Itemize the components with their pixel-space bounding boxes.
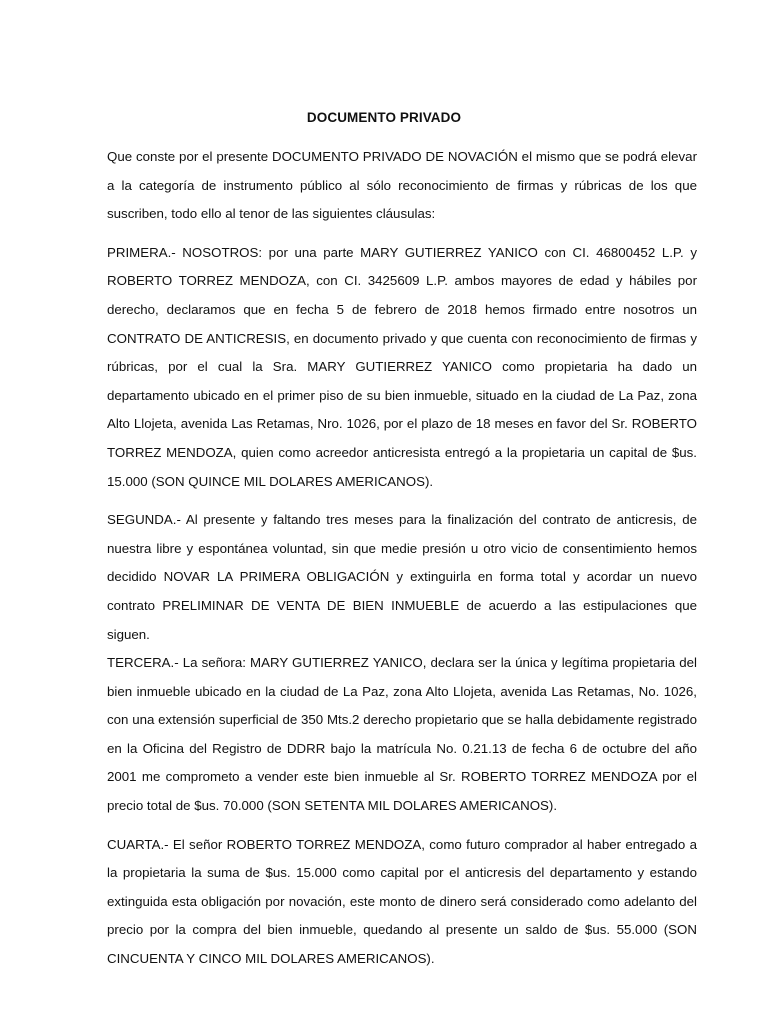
clause-segunda-paragraph: SEGUNDA.- Al presente y faltando tres meses para la finalización del contrato de anticresis, de nuestra libre y espontánea voluntad, sin que medie presión u otro vicio de consentimiento hemos decidido NOVAR LA PRIMERA OBLIGACIÓN y extinguirla en forma total y acordar un nuevo contrato PRELIMINAR DE VENTA DE BIEN INMUEBLE de acuerdo a las estipulaciones que siguen. — [107, 512, 697, 642]
clause-tercera-paragraph: TERCERA.- La señora: MARY GUTIERREZ YANICO, declara ser la única y legítima propietaria del bien inmueble ubicado en la ciudad de La Paz, zona Alto Llojeta, avenida Las Retamas, No. 1026, con una extensión superficial de 350 Mts.2 derecho propietario que se halla debidamente registrado en la Oficina del Registro de DDRR bajo la matrícula No. 0.21.13 de fecha 6 de octubre del año 2001 me comprometo a vender este bien inmueble al Sr. ROBERTO TORREZ MENDOZA por el precio total de $us. 70.000 (SON SETENTA MIL DOLARES AMERICANOS). — [107, 655, 697, 814]
clause-cuarta-paragraph: CUARTA.- El señor ROBERTO TORREZ MENDOZA, como futuro comprador al haber entregado a la propietaria la suma de $us. 15.000 como capital por el anticresis del departamento y estando extinguida esta obligación por novación, este monto de dinero será considerado como adelanto del precio por la compra del bien inmueble, quedando al presente un saldo de $us. 55.000 (SON CINCUENTA Y CINCO MIL DOLARES AMERICANOS). — [107, 836, 697, 967]
document-body — [107, 143, 697, 984]
clause-primera-paragraph: PRIMERA.- NOSOTROS: por una parte MARY GUTIERREZ YANICO con CI. 46800452 L.P. y ROBERTO TORREZ MENDOZA, con CI. 3425609 L.P. ambos mayores de edad y hábiles por derecho, declaramos que en fecha 5 de febrero de 2018 hemos firmado entre nosotros un CONTRATO DE ANTICRESIS, en documento privado y que cuenta con reconocimiento de firmas y rúbricas, por el cual la Sra. MARY GUTIERREZ YANICO como propietaria ha dado un departamento ubicado en el primer piso de su bien inmueble, situado en la ciudad de La Paz, zona Alto Llojeta, avenida Las Retamas, Nro. 1026, por el plazo de 18 meses en favor del Sr. ROBERTO TORREZ MENDOZA, quien como acreedor anticresista entregó a la propietaria un capital de $us. 15.000 (SON QUINCE MIL DOLARES AMERICANOS). — [107, 244, 697, 489]
intro-paragraph: Que conste por el presente DOCUMENTO PRIVADO DE NOVACIÓN el mismo que se podrá elevar a la categoría de instrumento público al sólo reconocimiento de firmas y rúbricas de los que suscriben, todo ello al tenor de las siguientes cláusulas: — [107, 149, 697, 222]
document-title: DOCUMENTO PRIVADO — [306, 110, 462, 125]
